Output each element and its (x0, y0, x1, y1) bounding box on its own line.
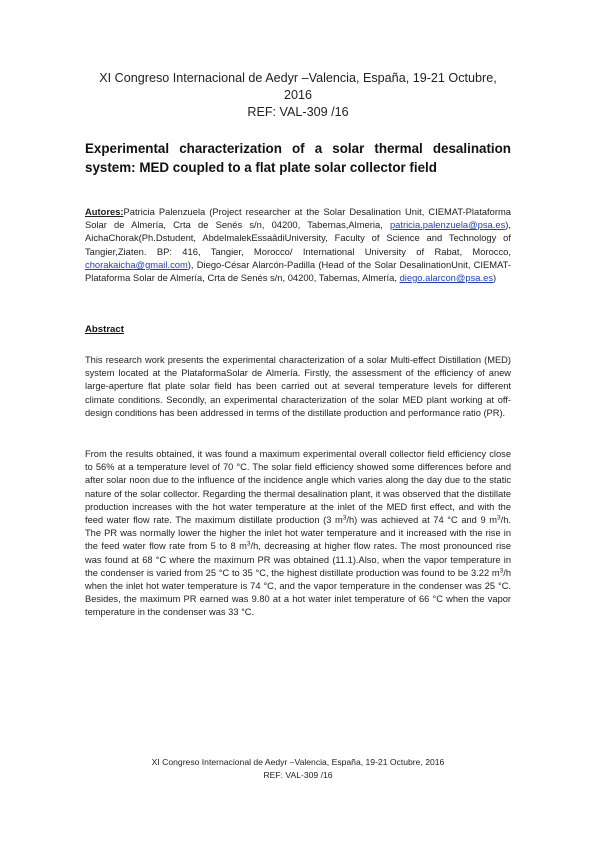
paper-title: Experimental characterization of a solar thermal desalination system: MED coupled to a flat plate solar collector field (85, 141, 511, 175)
superscript-3: 3 (246, 540, 251, 548)
author-email-link-3[interactable]: diego.alarcon@psa.es (399, 272, 494, 284)
paragraph-2-text-c: /h. The PR was normally lower the higher the inlet hot water temperature and it increased with the rise in the feed water flow rate from 5 to 8 m (85, 515, 511, 552)
paragraph-2-text-b: /h) was achieved at 74 °C and 9 m (346, 515, 498, 526)
authors-block (85, 205, 511, 284)
paragraph-2-text-a: From the results obtained, it was found a maximum experimental overall collector field efficiency close to 56% at a temperature level of 70 °C. The solar field efficiency showed some differences before and after solar noon due to the influence of the incidence angle which varies along the day due to the static nature of the solar collector. Regarding the thermal desalination plant, it was observed that the distillate production increases with the hot water temperature at the inlet of the MED first effect, and with the feed water flow rate. The maximum distillate production (3 m (85, 449, 511, 526)
author-affiliation-2: ), AichaChorak(Ph.Dstudent, AbdelmalekEssaâdiUniversity, Faculty of Science and Technology of Tangier,Ziaten. BP: 416, Tangier, Morocco/ International University of Rabat, Morocco, (85, 219, 511, 257)
abstract-heading: Abstract (85, 324, 124, 335)
page-footer (85, 756, 511, 781)
paragraph-2-text-d: /h, decreasing at higher flow rates. The most pronounced rise was found at 68 °C where the maximum PR was obtained (11.1).Also, when the vapor temperature in the condenser is varied from 25 °C to 35 °C, the highest distillate production was found to be 3.22 m (85, 541, 511, 578)
conference-year: 2016 (283, 88, 313, 102)
footer-reference: REF: VAL-309 /16 (263, 769, 333, 780)
abstract-paragraph-1: This research work presents the experimental characterization of a solar Multi-effect Distillation (MED) system located at the PlataformaSolar de Almería. Firstly, the assessment of the efficiency of anew large-aperture flat plate solar field has been carried out at several temperature levels for different climate conditions. Secondly, an experimental characterization of the solar MED plant working at off-design conditions has been addressed in terms of the distillate production and performance ratio (PR). (85, 355, 511, 418)
footer-conference: XI Congreso Internacional de Aedyr –Valencia, España, 19-21 Octubre, 2016 (151, 757, 445, 767)
conference-header (85, 70, 511, 121)
authors-label: Autores: (85, 206, 124, 217)
superscript-3: 3 (497, 514, 501, 522)
reference-code: REF: VAL-309 /16 (247, 105, 349, 119)
author-email-link-2[interactable]: chorakaicha@gmail.com (85, 258, 188, 270)
paragraph-2-text-e: /h when the inlet hot water temperature is 74 °C, and the vapor temperature in the condenser was 25 °C. Besides, the maximum PR earned was 9.80 at a hot water inlet temperature of 66 °C when the vapor temperature in the condenser was 33 °C. (85, 567, 511, 618)
abstract-paragraph-2 (85, 448, 511, 620)
authors-closing: ) (493, 272, 497, 284)
author-affiliation-3: ), Diego-César Alarcón-Padilla (Head of the Solar DesalinationUnit, CIEMAT-Plataforma Solar de Almería, Crta de Senés s/n, 04200, Tabernas, Almería, (85, 258, 511, 284)
author-email-link-1[interactable]: patricia.palenzuela@psa.es (389, 219, 506, 231)
superscript-3: 3 (342, 514, 347, 522)
conference-name: XI Congreso Internacional de Aedyr –Valencia, España, 19-21 Octubre, (99, 71, 497, 85)
superscript-3: 3 (499, 567, 504, 575)
author-affiliation-1: Patricia Palenzuela (Project researcher at the Solar Desalination Unit, CIEMAT-Plataforma Solar de Almería, Crta de Senés s/n, 04200, Tabernas,Almeria, (85, 206, 511, 231)
